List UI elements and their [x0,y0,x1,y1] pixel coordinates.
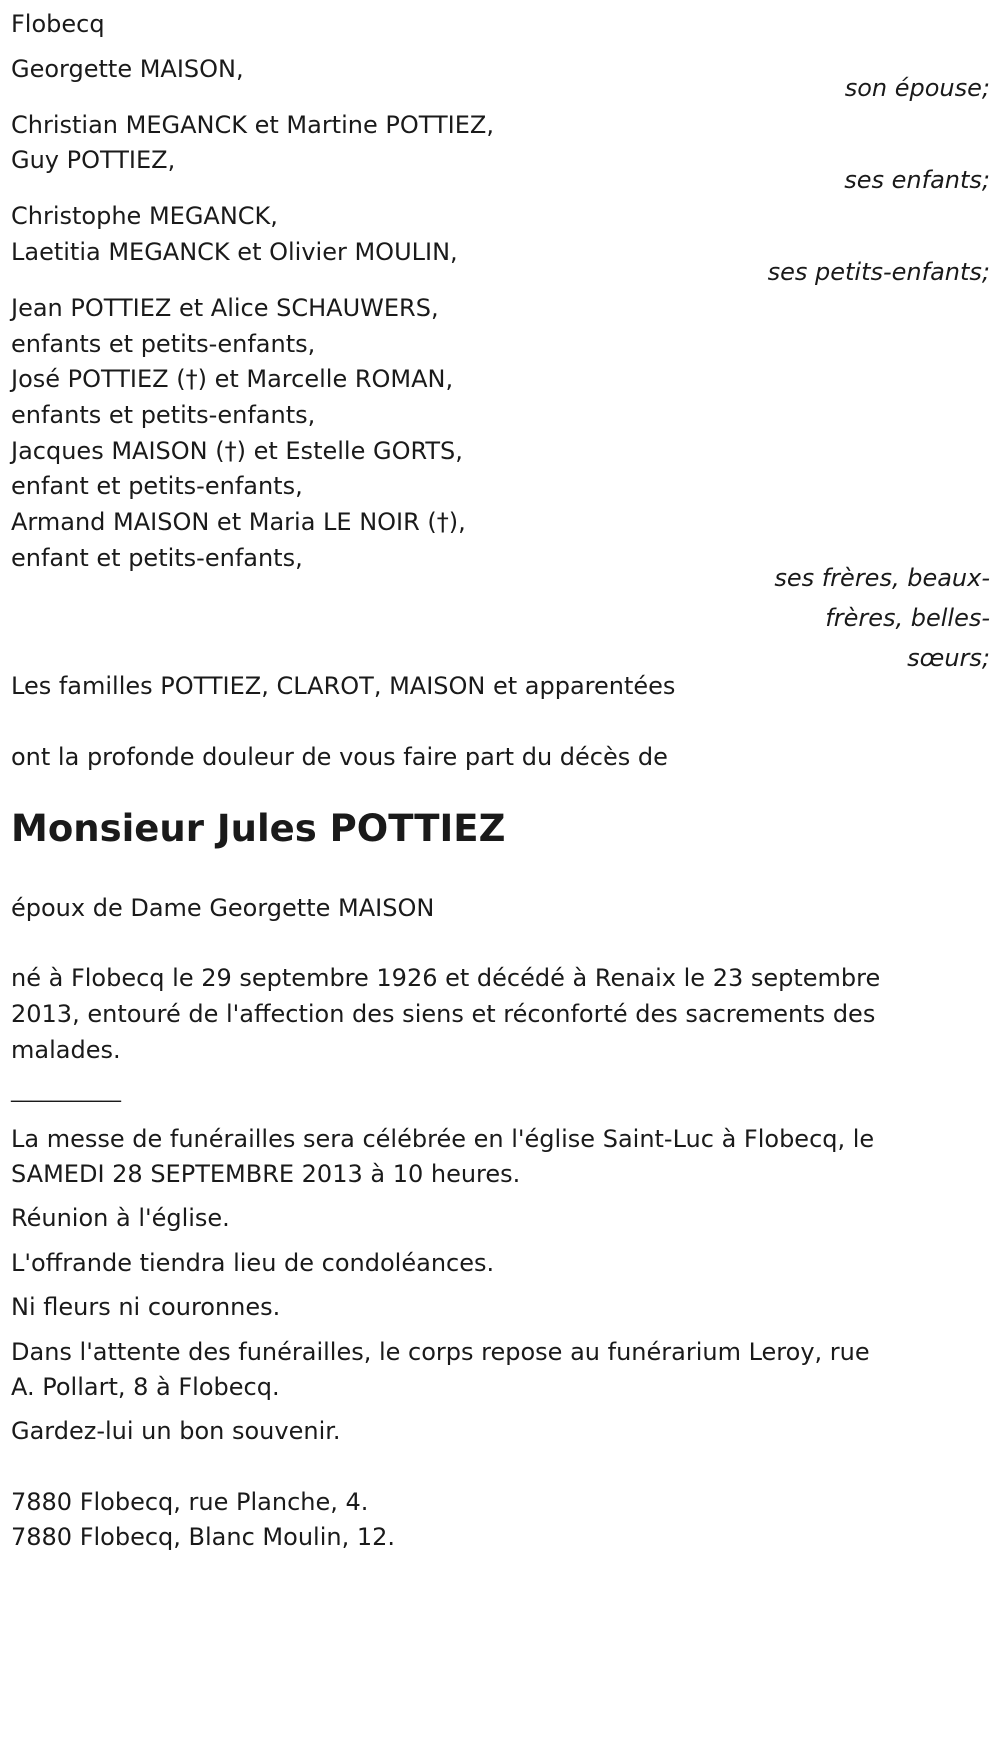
family-line: José POTTIEZ (†) et Marcelle ROMAN, [11,365,454,393]
family-line: Jean POTTIEZ et Alice SCHAUWERS, [11,294,439,322]
announcement-line: ont la profonde douleur de vous faire part du décès de [11,743,668,771]
relation-label: ses enfants; [844,166,990,194]
address-line: 7880 Flobecq, rue Planche, 4. [11,1488,369,1516]
family-line: Christian MEGANCK et Martine POTTIEZ, [11,111,494,139]
family-line: Guy POTTIEZ, [11,146,176,174]
bio-line: 2013, entouré de l'affection des siens et réconforté des sacrements des [11,1000,876,1028]
family-line: Christophe MEGANCK, [11,202,278,230]
family-line: Armand MAISON et Maria LE NOIR (†), [11,508,466,536]
family-line: Jacques MAISON (†) et Estelle GORTS, [11,437,463,465]
bio-line: malades. [11,1036,121,1064]
family-line: enfants et petits-enfants, [11,401,316,429]
address-line: 7880 Flobecq, Blanc Moulin, 12. [11,1523,395,1551]
family-line: enfants et petits-enfants, [11,330,316,358]
families-line: Les familles POTTIEZ, CLAROT, MAISON et apparentées [11,672,676,700]
family-line: Georgette MAISON, [11,55,244,83]
family-line: enfant et petits-enfants, [11,472,303,500]
relation-label: son épouse; [844,74,990,102]
bio-line: né à Flobecq le 29 septembre 1926 et décédé à Renaix le 23 septembre [11,964,881,992]
mass-line: La messe de funérailles sera célébrée en l'église Saint-Luc à Flobecq, le [11,1125,875,1153]
family-line: Laetitia MEGANCK et Olivier MOULIN, [11,238,458,266]
relation-label: ses frères, beaux- frères, belles- sœurs; [774,564,990,672]
reunion-line: Réunion à l'église. [11,1204,230,1232]
family-line: enfant et petits-enfants, [11,544,303,572]
deceased-name: Monsieur Jules POTTIEZ [11,807,506,850]
mass-line: SAMEDI 28 SEPTEMBRE 2013 à 10 heures. [11,1160,521,1188]
spouse-line: époux de Dame Georgette MAISON [11,894,435,922]
rest-line: Dans l'attente des funérailles, le corps repose au funérarium Leroy, rue [11,1338,870,1366]
flowers-line: Ni fleurs ni couronnes. [11,1293,281,1321]
rest-line: A. Pollart, 8 à Flobecq. [11,1373,280,1401]
offrande-line: L'offrande tiendra lieu de condoléances. [11,1249,495,1277]
relation-label: ses petits-enfants; [767,258,990,286]
farewell-line: Gardez-lui un bon souvenir. [11,1417,341,1445]
separator: ___________ [11,1078,121,1102]
town-header: Flobecq [11,10,105,38]
